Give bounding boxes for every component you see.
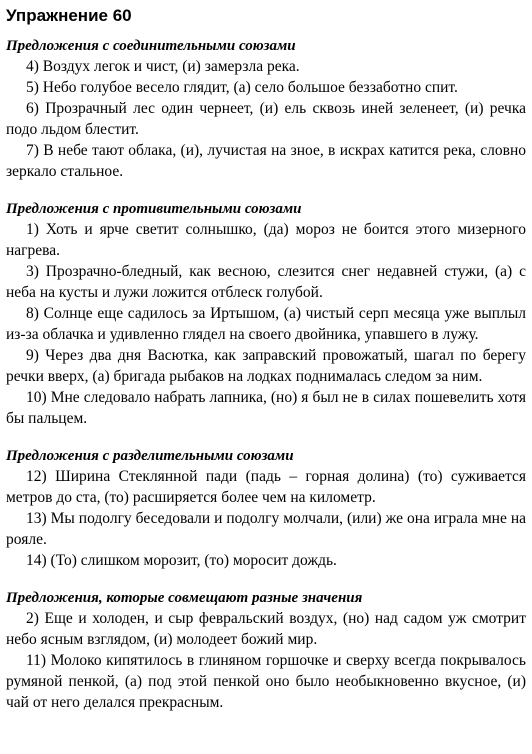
section-adversative	[6, 199, 526, 429]
section-mixed	[6, 588, 526, 713]
sentence: 10) Мне следовало набрать лапника, (но) я был не в силах пошевелить хотя бы пальцем.	[6, 389, 526, 427]
sentence: 2) Еще и холоден, и сыр февральский воздух, (но) над садом уж смотрит небо ясным взглядом, (и) молодеет божий мир.	[6, 610, 526, 648]
sentence: 7) В небе тают облака, (и), лучистая на зное, в искрах катится река, словно зеркало стальное.	[6, 142, 526, 180]
section-heading: Предложения с разделительными союзами	[6, 448, 294, 464]
sentence: 4) Воздух легок и чист, (и) замерзла река.	[26, 58, 300, 75]
sentence: 8) Солнце еще садилось за Иртышом, (а) чистый серп месяца уже выплыл из-за облачка и удивленно глядел на своего двойника, упавшего в лужу.	[6, 305, 526, 343]
sentence: 1) Хоть и ярче светит солнышко, (да) мороз не боится этого мизерного нагрева.	[6, 221, 526, 259]
section-connective	[6, 36, 526, 182]
section-heading: Предложения, которые совмещают разные значения	[6, 590, 363, 606]
sentence: 11) Молоко кипятилось в глиняном горшочке и сверху всегда покрывалось румяной пенкой, (а) под этой пенкой оно было необыкновенно вкусное, (и) чай от него делался прекрасным.	[6, 652, 526, 711]
sentence: 14) (То) слишком морозит, (то) моросит дождь.	[26, 552, 337, 569]
section-heading: Предложения с противительными союзами	[6, 201, 302, 217]
sentence: 9) Через два дня Васютка, как заправский провожатый, шагал по берегу речки вверх, (а) бригада рыбаков на лодках поднималась следом за ним.	[6, 347, 526, 385]
sentence: 5) Небо голубое весело глядит, (а) село большое беззаботно спит.	[26, 79, 458, 96]
sentence: 3) Прозрачно-бледный, как весною, слезится снег недавней стужи, (а) с неба на кусты и лужи ложится отблеск голубой.	[6, 263, 526, 301]
sentence: 13) Мы подолгу беседовали и подолгу молчали, (или) же она играла мне на рояле.	[6, 510, 526, 548]
sentence: 6) Прозрачный лес один чернеет, (и) ель сквозь иней зеленеет, (и) речка подо льдом блестит.	[6, 100, 526, 138]
sentence: 12) Ширина Стеклянной пади (падь – горная долина) (то) суживается метров до ста, (то) расширяется более чем на километр.	[6, 468, 526, 506]
section-disjunctive	[6, 446, 526, 571]
exercise-title: Упражнение 60	[6, 6, 132, 25]
section-heading: Предложения с соединительными союзами	[6, 38, 296, 54]
